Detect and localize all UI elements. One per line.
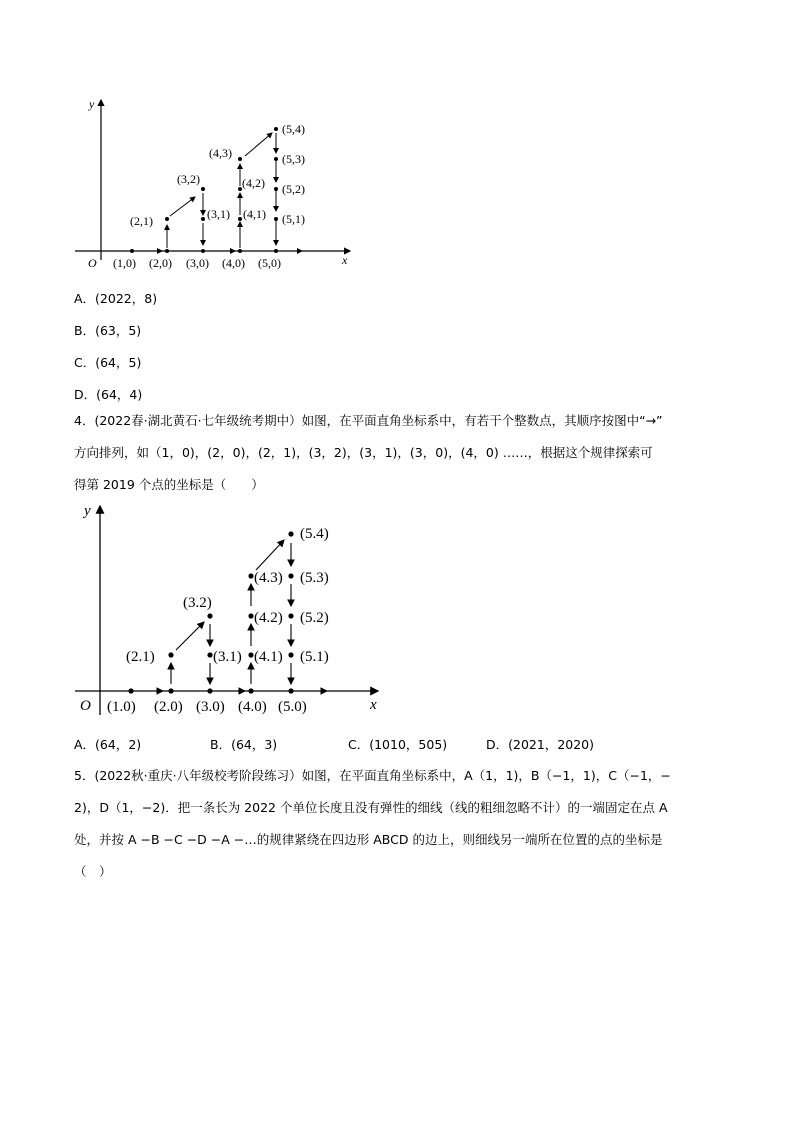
- point: [238, 157, 242, 161]
- point: [274, 249, 278, 253]
- q5-line-3: 处，并按 A −B −C −D −A −…的规律紧绕在四边形 ABCD 的边上，则细线另一端所在位置的点的坐标是: [74, 832, 663, 847]
- point: [130, 249, 134, 253]
- point: [288, 573, 293, 578]
- point: [238, 249, 242, 253]
- point: [201, 187, 205, 191]
- point: [201, 249, 205, 253]
- point-label: (2.1): [126, 649, 155, 665]
- y-axis-label: y: [89, 97, 95, 111]
- point-label: (5.3): [300, 570, 329, 586]
- figure-2-lattice-diagram: [70, 500, 390, 720]
- point: [288, 531, 293, 536]
- point-label: (3,2): [177, 172, 200, 186]
- axis-point-label: (3,0): [186, 256, 209, 270]
- axis-point-label: (1.0): [107, 699, 136, 715]
- point: [248, 613, 253, 618]
- point: [128, 688, 133, 693]
- point: [168, 652, 173, 657]
- point: [207, 652, 212, 657]
- point: [248, 652, 253, 657]
- q4-option-c[interactable]: C．(1010，505): [348, 737, 448, 752]
- q3-option-a[interactable]: A．(2022，8): [74, 291, 158, 306]
- q4-line-3: 得第 2019 个点的坐标是（ ）: [74, 477, 264, 492]
- point: [201, 217, 205, 221]
- point-label: (4.1): [254, 649, 283, 665]
- origin-label: O: [80, 698, 91, 714]
- point: [274, 157, 278, 161]
- q5-line-4: （ ）: [74, 864, 112, 879]
- point-label: (4,1): [243, 207, 266, 221]
- axis-point-label: (1,0): [113, 256, 136, 270]
- origin-label: O: [88, 256, 97, 270]
- axis-point-label: (2,0): [149, 256, 172, 270]
- axis-point-label: (4,0): [222, 256, 245, 270]
- y-axis-label: y: [84, 503, 91, 519]
- point: [168, 688, 173, 693]
- question-4: [74, 405, 754, 501]
- point: [274, 217, 278, 221]
- point: [274, 187, 278, 191]
- q4-option-a[interactable]: A．(64，2): [74, 737, 142, 752]
- point: [238, 217, 242, 221]
- figure-1-lattice-diagram: [70, 90, 370, 275]
- point: [165, 217, 169, 221]
- q4-line-2: 方向排列，如（1，0)，(2，0)，(2，1)，(3，2)，(3，1)，(3，0)，(4，0) ……，根据这个规律探索可: [74, 445, 653, 460]
- point-label: (3.2): [183, 595, 212, 611]
- point-label: (4.3): [254, 570, 283, 586]
- q4-line-1: 4．(2022春·湖北黄石·七年级统考期中）如图，在平面直角坐标系中，有若干个整数点，其顺序按图中“→”: [74, 413, 663, 428]
- point-label: (5.4): [300, 526, 329, 542]
- axis-point-label: (2.0): [154, 699, 183, 715]
- point-label: (3,1): [207, 207, 230, 221]
- point: [248, 688, 253, 693]
- q4-option-d[interactable]: D．(2021，2020): [486, 737, 595, 752]
- point-label: (5,2): [282, 182, 305, 196]
- point: [288, 652, 293, 657]
- axis-point-label: (5,0): [258, 256, 281, 270]
- point: [207, 613, 212, 618]
- axis-point-label: (4.0): [238, 699, 267, 715]
- point-label: (5.1): [300, 649, 329, 665]
- point: [207, 688, 212, 693]
- point: [288, 613, 293, 618]
- point-label: (5,3): [282, 152, 305, 166]
- point-label: (5,4): [282, 122, 305, 136]
- q3-option-d[interactable]: D．(64，4): [74, 387, 143, 402]
- q5-line-1: 5．(2022秋·重庆·八年级校考阶段练习）如图，在平面直角坐标系中，A（1，1)，B（−1，1)，C（−1，−: [74, 768, 671, 783]
- q4-option-b[interactable]: B．(64，3): [210, 737, 278, 752]
- point: [248, 573, 253, 578]
- q3-option-c[interactable]: C．(64，5): [74, 355, 142, 370]
- point-label: (4,2): [242, 176, 265, 190]
- point-label: (5.2): [300, 610, 329, 626]
- axis-point-label: (5.0): [278, 699, 307, 715]
- point-label: (3.1): [213, 649, 242, 665]
- point: [165, 249, 169, 253]
- axis-point-label: (3.0): [196, 699, 225, 715]
- q5-line-2: 2)，D（1，−2)．把一条长为 2022 个单位长度且没有弹性的细线（线的粗细忽略不计）的一端固定在点 A: [74, 800, 668, 815]
- point-label: (4,3): [209, 146, 232, 160]
- point-label: (4.2): [254, 610, 283, 626]
- x-axis-label: x: [370, 697, 377, 713]
- x-axis-label: x: [342, 253, 348, 267]
- point: [274, 127, 278, 131]
- question-5: [74, 760, 754, 888]
- q3-option-b[interactable]: B．(63，5): [74, 323, 142, 338]
- point-label: (2,1): [130, 214, 153, 228]
- point: [288, 688, 293, 693]
- point-label: (5,1): [282, 212, 305, 226]
